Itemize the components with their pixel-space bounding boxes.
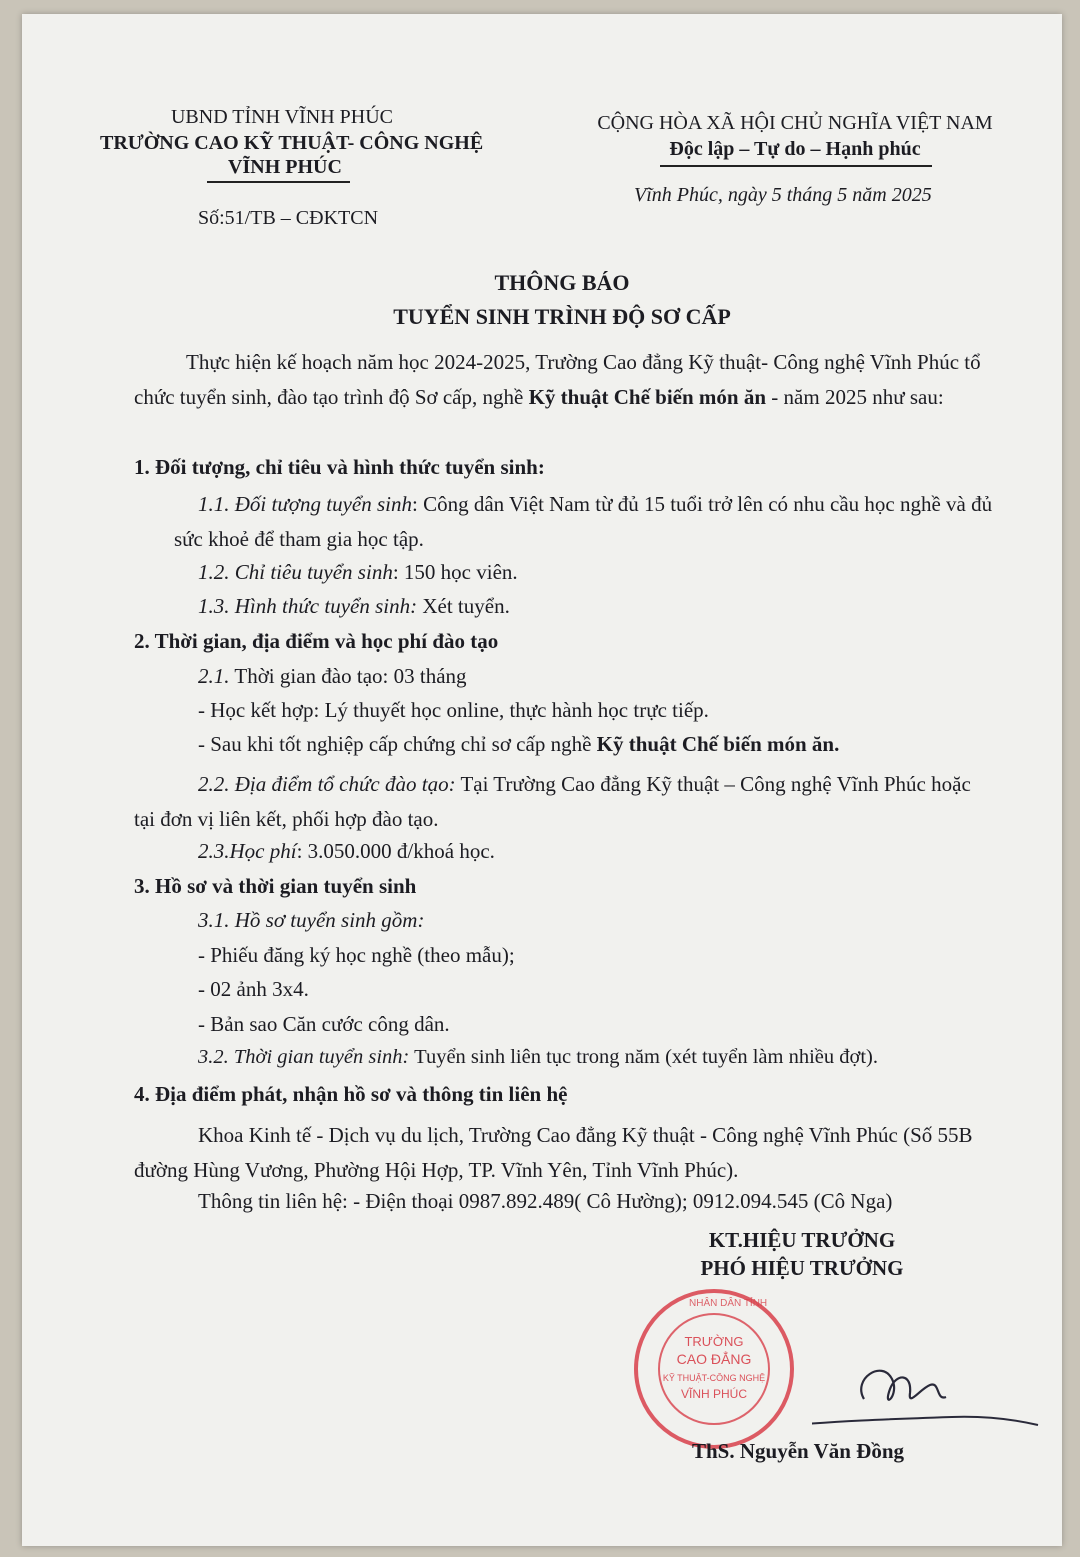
intro-text-end: - năm 2025 như sau: bbox=[766, 384, 944, 409]
item-text: Tuyển sinh liên tục trong năm (xét tuyển làm nhiều đợt). bbox=[409, 1046, 879, 1068]
intro-text: Thực hiện kế hoạch năm học 2024-2025, Trường Cao đẳng Kỹ thuật- Công nghệ Vĩnh Phúc tổ chức tuyển sinh, đào tạo trình độ Sơ cấp, nghề bbox=[134, 350, 981, 409]
svg-text:KỸ THUẬT-CÔNG NGHỆ: KỸ THUẬT-CÔNG NGHỆ bbox=[662, 1373, 766, 1383]
signer-role-1: KT.HIỆU TRƯỞNG bbox=[708, 1228, 896, 1252]
study-mode-bullet: - Học kết hợp: Lý thuyết học online, thực hành học trực tiếp. bbox=[198, 698, 709, 722]
document-subtitle: TUYỂN SINH TRÌNH ĐỘ SƠ CẤP bbox=[393, 304, 731, 329]
section-1-heading: 1. Đối tượng, chỉ tiêu và hình thức tuyển sinh: bbox=[134, 455, 545, 479]
document-item: - Bản sao Căn cước công dân. bbox=[198, 1012, 450, 1036]
item-text: Xét tuyển. bbox=[417, 594, 510, 618]
school-name-line1: TRƯỜNG CAO KỸ THUẬT- CÔNG NGHỆ bbox=[100, 132, 484, 154]
item-label: 1.1. Đối tượng tuyển sinh bbox=[198, 492, 412, 516]
item-text: - Sau khi tốt nghiệp cấp chứng chỉ sơ cấp nghề bbox=[198, 732, 597, 756]
header-left-underline bbox=[207, 181, 350, 183]
svg-text:CAO ĐẲNG: CAO ĐẲNG bbox=[676, 1351, 752, 1367]
nation-name: CỘNG HÒA XÃ HỘI CHỦ NGHĨA VIỆT NAM bbox=[597, 112, 993, 134]
national-motto: Độc lập – Tự do – Hạnh phúc bbox=[669, 138, 921, 160]
item-label: 2.1. bbox=[198, 664, 230, 688]
school-name-line2: VĨNH PHÚC bbox=[228, 156, 342, 178]
item-text: : Công dân Việt Nam từ đủ 15 tuổi trở lên có nhu cầu học nghề và đủ sức khoẻ để tham gia học tập. bbox=[174, 492, 993, 551]
province-name: UBND TỈNH VĨNH PHÚC bbox=[170, 106, 394, 128]
section-1-item-1 bbox=[134, 487, 994, 556]
signer-role-2: PHÓ HIỆU TRƯỞNG bbox=[700, 1256, 904, 1280]
document-number: Số:51/TB – CĐKTCN bbox=[198, 207, 379, 229]
official-seal-icon bbox=[629, 1284, 799, 1454]
required-documents-label: 3.1. Hồ sơ tuyển sinh gồm: bbox=[198, 908, 425, 932]
item-label: 2.3.Học phí bbox=[198, 839, 297, 863]
certificate-program-name: Kỹ thuật Chế biến món ăn. bbox=[596, 732, 840, 756]
training-duration bbox=[198, 664, 467, 689]
section-1-item-3 bbox=[198, 594, 510, 619]
svg-text:TRƯỜNG: TRƯỜNG bbox=[684, 1334, 744, 1349]
contact-address: Khoa Kinh tế - Dịch vụ du lịch, Trường Cao đẳng Kỹ thuật - Công nghệ Vĩnh Phúc (Số 55B đường Hùng Vương, Phường Hội Hợp, TP. Vĩnh Yên, Tỉnh Vĩnh Phúc). bbox=[134, 1123, 973, 1182]
header-right-underline bbox=[660, 165, 932, 167]
signer-name: ThS. Nguyễn Văn Đồng bbox=[692, 1439, 905, 1463]
section-1-item-2 bbox=[198, 560, 518, 585]
item-label: 2.2. Địa điểm tổ chức đào tạo: bbox=[198, 772, 456, 796]
item-label: 3.2. Thời gian tuyển sinh: bbox=[198, 1046, 410, 1068]
item-label: 1.3. Hình thức tuyển sinh: bbox=[198, 594, 418, 618]
item-text: : 150 học viên. bbox=[392, 560, 518, 584]
item-text: Tại Trường Cao đẳng Kỹ thuật – Công nghệ Vĩnh Phúc hoặc tại đơn vị liên kết, phối hợp đào tạo. bbox=[134, 772, 971, 831]
document-title: THÔNG BÁO bbox=[494, 270, 630, 295]
svg-text:VĨNH PHÚC: VĨNH PHÚC bbox=[680, 1387, 748, 1401]
item-text: : 3.050.000 đ/khoá học. bbox=[296, 839, 495, 863]
tuition-fee bbox=[198, 839, 495, 864]
section-3-heading: 3. Hồ sơ và thời gian tuyển sinh bbox=[134, 874, 417, 898]
document-page bbox=[22, 14, 1062, 1546]
enrollment-period bbox=[198, 1046, 878, 1069]
item-text: Thời gian đào tạo: 03 tháng bbox=[229, 664, 467, 688]
intro-paragraph bbox=[134, 345, 984, 414]
svg-text:NHÂN DÂN TỈNH: NHÂN DÂN TỈNH bbox=[689, 1298, 768, 1309]
certificate-bullet bbox=[198, 732, 839, 757]
training-location bbox=[134, 767, 994, 836]
document-item: - 02 ảnh 3x4. bbox=[198, 977, 309, 1001]
document-date: Vĩnh Phúc, ngày 5 tháng 5 năm 2025 bbox=[634, 184, 932, 206]
section-4-heading: 4. Địa điểm phát, nhận hồ sơ và thông tin liên hệ bbox=[134, 1082, 568, 1106]
document-item: - Phiếu đăng ký học nghề (theo mẫu); bbox=[198, 943, 515, 967]
intro-program-name: Kỹ thuật Chế biến món ăn bbox=[528, 384, 767, 409]
section-2-heading: 2. Thời gian, địa điểm và học phí đào tạo bbox=[134, 629, 499, 653]
item-label: 1.2. Chỉ tiêu tuyển sinh bbox=[198, 560, 393, 584]
contact-phones: Thông tin liên hệ: - Điện thoại 0987.892.489( Cô Hường); 0912.094.545 (Cô Nga) bbox=[198, 1189, 893, 1213]
